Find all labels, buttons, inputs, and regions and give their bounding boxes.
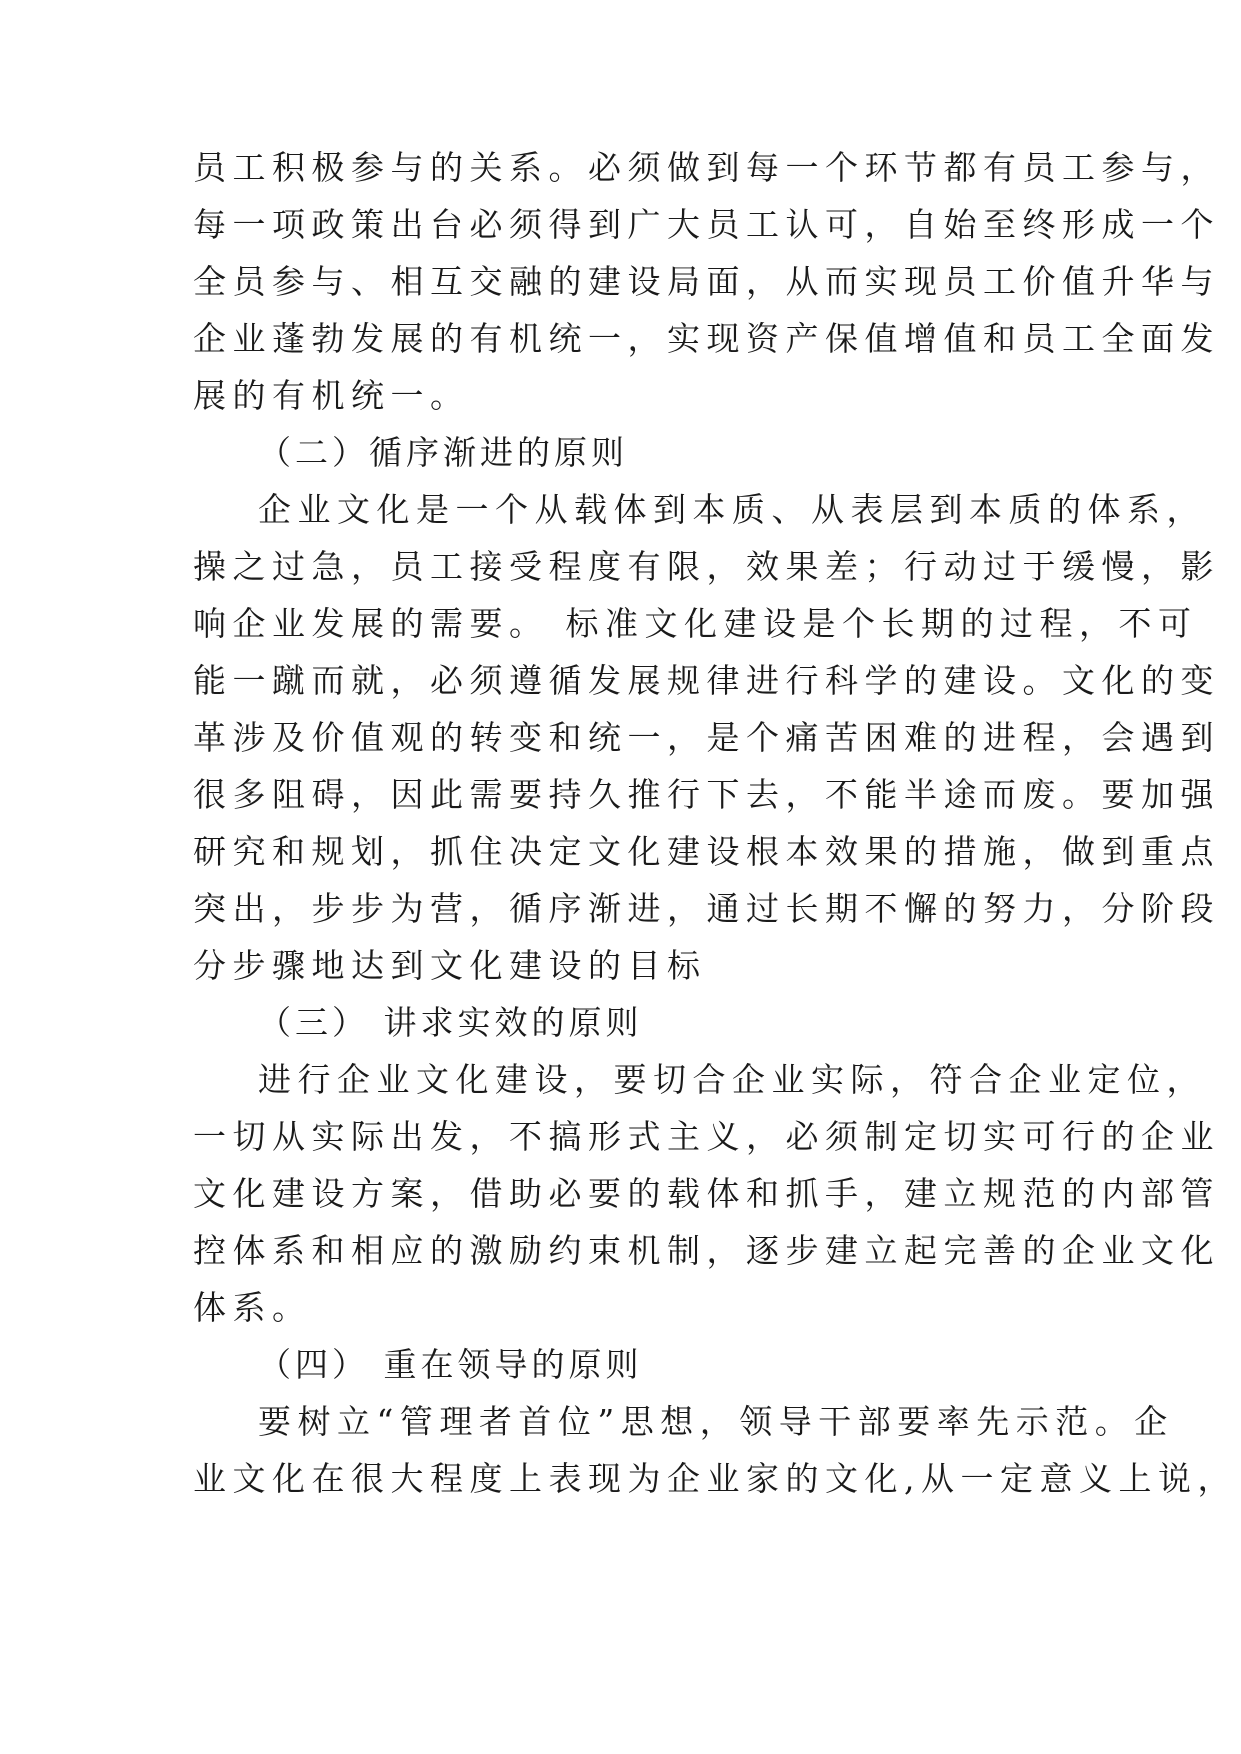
paragraph-line: 操之过急，员工接受程度有限，效果差；行动过于缓慢，影 xyxy=(193,547,1220,586)
paragraph-line: 一切从实际出发，不搞形式主义，必须制定切实可行的企业 xyxy=(193,1117,1220,1156)
paragraph-line: 展的有机统一。 xyxy=(193,376,470,415)
paragraph-line: 要树立“管理者首位”思想，领导干部要率先示范。企 xyxy=(258,1402,1174,1441)
section-heading: （四） 重在领导的原则 xyxy=(258,1345,643,1384)
paragraph-line: 业文化在很大程度上表现为企业家的文化,从一定意义上说， xyxy=(193,1459,1237,1498)
paragraph-line: 研究和规划，抓住决定文化建设根本效果的措施，做到重点 xyxy=(193,832,1220,871)
paragraph-line: 很多阻碍，因此需要持久推行下去，不能半途而废。要加强 xyxy=(193,775,1220,814)
paragraph-line: 员工积极参与的关系。必须做到每一个环节都有员工参与， xyxy=(193,148,1220,187)
section-heading: （二）循序渐进的原则 xyxy=(258,433,628,472)
section-heading: （三） 讲求实效的原则 xyxy=(258,1003,643,1042)
paragraph-line: 企业蓬勃发展的有机统一，实现资产保值增值和员工全面发 xyxy=(193,319,1220,358)
paragraph-line: 体系。 xyxy=(193,1288,312,1327)
paragraph-line: 进行企业文化建设，要切合企业实际，符合企业定位， xyxy=(258,1060,1206,1099)
paragraph-line: 响企业发展的需要。 标准文化建设是个长期的过程，不可 xyxy=(193,604,1198,643)
paragraph-line: 控体系和相应的激励约束机制，逐步建立起完善的企业文化 xyxy=(193,1231,1220,1270)
paragraph-line: 分步骤地达到文化建设的目标 xyxy=(193,946,707,985)
paragraph-line: 突出，步步为营，循序渐进，通过长期不懈的努力，分阶段 xyxy=(193,889,1220,928)
paragraph-line: 能一蹴而就，必须遵循发展规律进行科学的建设。文化的变 xyxy=(193,661,1220,700)
paragraph-line: 文化建设方案，借助必要的载体和抓手，建立规范的内部管 xyxy=(193,1174,1220,1213)
paragraph-line: 全员参与、相互交融的建设局面，从而实现员工价值升华与 xyxy=(193,262,1220,301)
paragraph-line: 企业文化是一个从载体到本质、从表层到本质的体系， xyxy=(258,490,1206,529)
paragraph-line: 革涉及价值观的转变和统一，是个痛苦困难的进程，会遇到 xyxy=(193,718,1220,757)
paragraph-line: 每一项政策出台必须得到广大员工认可，自始至终形成一个 xyxy=(193,205,1220,244)
